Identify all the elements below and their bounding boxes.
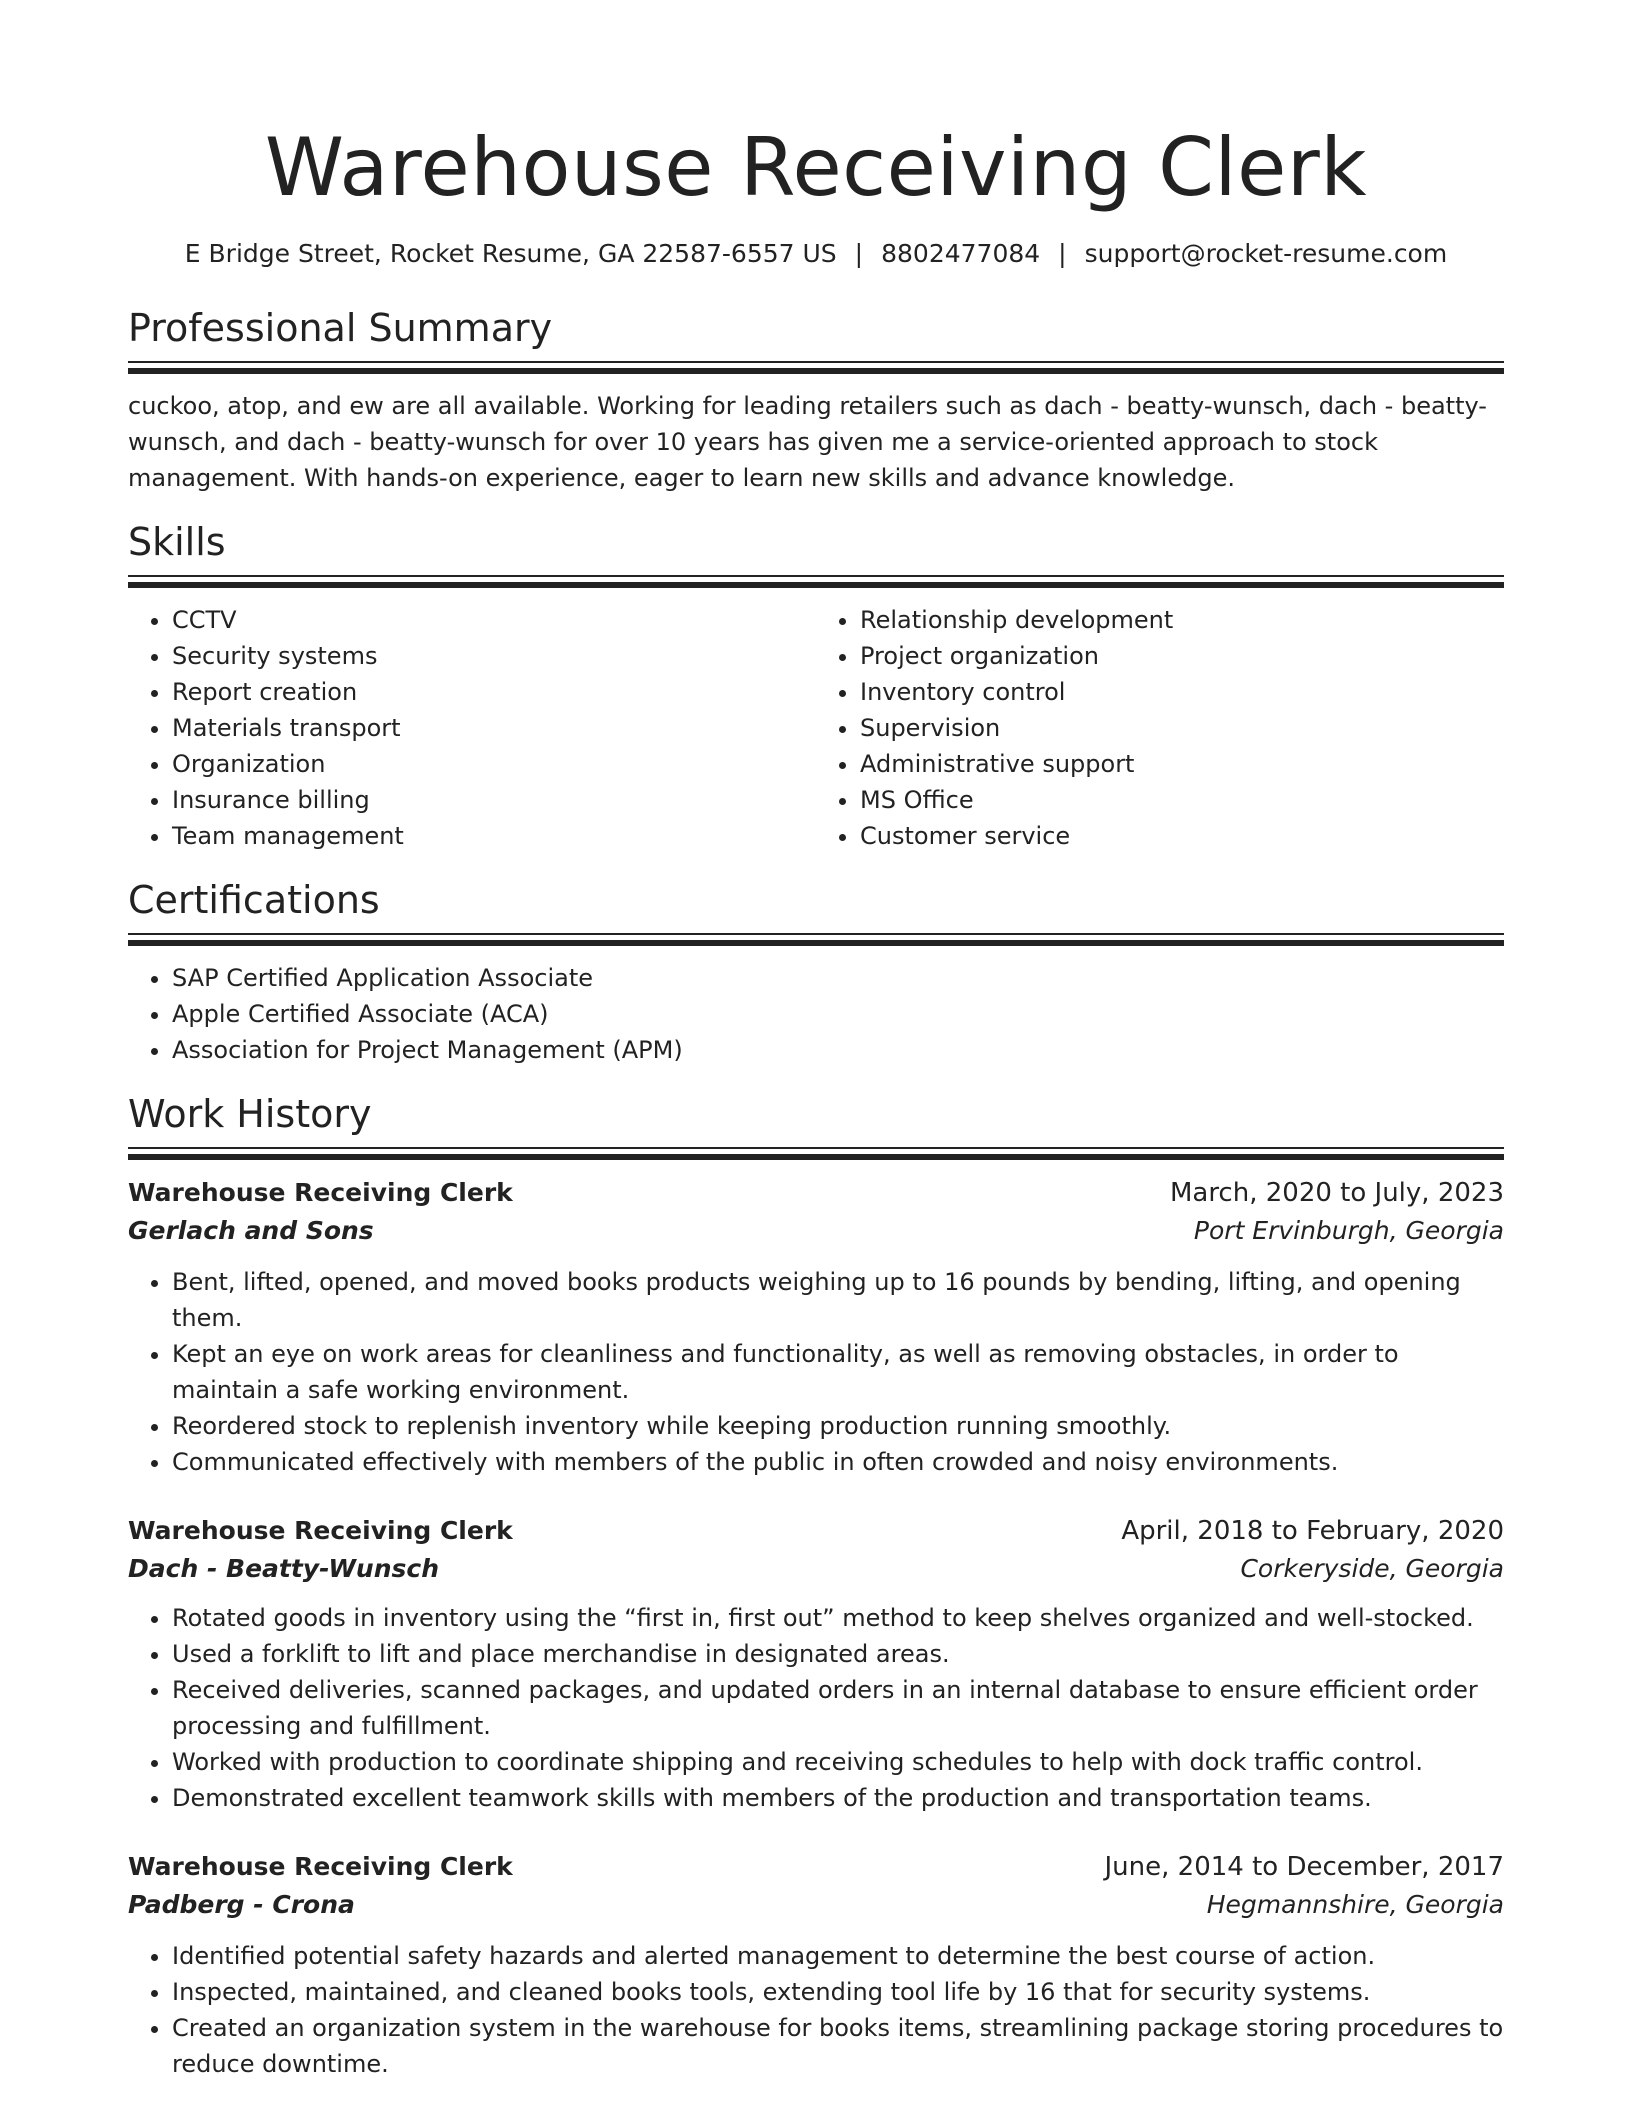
job-bullet: • Kept an eye on work areas for cleanliness and functionality, as well as removing obstacles, in order to maintain a safe working environment.	[172, 1336, 1504, 1408]
section-divider	[128, 933, 1504, 946]
certifications-section	[128, 876, 1504, 1068]
contact-separator: |	[854, 239, 864, 268]
job-bullet: • Rotated goods in inventory using the “first in, first out” method to keep shelves organized and well-stocked.	[172, 1600, 1504, 1636]
certification-item: • SAP Certified Application Associate	[172, 960, 1504, 996]
job-bullet: • Demonstrated excellent teamwork skills with members of the production and transportation teams.	[172, 1780, 1504, 1816]
summary-text: cuckoo, atop, and ew are all available. Working for leading retailers such as dach - beatty-wunsch, dach - beatty-wunsch, and dach - beatty-wunsch for over 10 years has given me a service-oriented approach to stock management. With hands-on experience, eager to learn new skills and advance knowledge.	[128, 392, 1487, 492]
job-bullet: • Reordered stock to replenish inventory while keeping production running smoothly.	[172, 1408, 1504, 1444]
job-bullet: • Bent, lifted, opened, and moved books products weighing up to 16 pounds by bending, lifting, and opening them.	[172, 1264, 1504, 1336]
skill-item: • Materials transport	[172, 710, 816, 746]
job-header-row	[128, 1848, 1504, 1886]
contact-separator: |	[1058, 239, 1067, 268]
certification-item: • Apple Certified Associate (ACA)	[172, 996, 1504, 1032]
job-bullets	[128, 1938, 1504, 2082]
certifications-list	[128, 960, 1504, 1068]
job-bullet: • Communicated effectively with members of the public in often crowded and noisy environments.	[172, 1444, 1504, 1480]
contact-line	[128, 238, 1504, 270]
skill-item: • CCTV	[172, 602, 816, 638]
skill-item: • Inventory control	[860, 674, 1504, 710]
job-bullet: • Inspected, maintained, and cleaned books tools, extending tool life by 16 that for security systems.	[172, 1974, 1504, 2010]
skill-item: • Organization	[172, 746, 816, 782]
job-bullet: • Used a forklift to lift and place merchandise in designated areas.	[172, 1636, 1504, 1672]
job-dates: June, 2014 to December, 2017	[1104, 1852, 1504, 1882]
job-header-row	[128, 1174, 1504, 1212]
job-entry	[128, 1174, 1504, 1480]
job-company-row	[128, 1550, 1504, 1588]
job-company-row	[128, 1886, 1504, 1924]
job-company: Gerlach and Sons	[128, 1216, 374, 1245]
skill-item: • MS Office	[860, 782, 1504, 818]
job-header-row	[128, 1512, 1504, 1550]
skill-item: • Relationship development	[860, 602, 1504, 638]
job-company-row	[128, 1212, 1504, 1250]
section-title-summary: Professional Summary	[128, 306, 553, 350]
skill-item: • Project organization	[860, 638, 1504, 674]
job-title: Warehouse Receiving Clerk	[128, 1852, 513, 1881]
contact-phone: 8802477084	[881, 239, 1041, 268]
job-bullet: • Received deliveries, scanned packages, and updated orders in an internal database to ensure efficient order processing and fulfillment.	[172, 1672, 1504, 1744]
skill-item: • Security systems	[172, 638, 816, 674]
skill-item: • Supervision	[860, 710, 1504, 746]
skill-item: • Report creation	[172, 674, 816, 710]
job-location: Port Ervinburgh, Georgia	[1193, 1216, 1504, 1245]
job-title: Warehouse Receiving Clerk	[128, 1178, 513, 1207]
skills-section	[128, 518, 1504, 854]
skill-item: • Team management	[172, 818, 816, 854]
job-dates: March, 2020 to July, 2023	[1169, 1178, 1504, 1208]
job-location: Corkeryside, Georgia	[1240, 1554, 1504, 1583]
job-bullet: • Worked with production to coordinate shipping and receiving schedules to help with dock traffic control.	[172, 1744, 1504, 1780]
section-divider	[128, 361, 1504, 374]
skill-item: • Insurance billing	[172, 782, 816, 818]
job-title: Warehouse Receiving Clerk	[128, 1516, 513, 1545]
job-location: Hegmannshire, Georgia	[1206, 1890, 1504, 1919]
skills-columns	[128, 602, 1504, 854]
certification-item: • Association for Project Management (APM)	[172, 1032, 1504, 1068]
section-title-skills: Skills	[128, 520, 226, 564]
section-title-certifications: Certifications	[128, 878, 380, 922]
section-divider	[128, 1147, 1504, 1160]
job-bullets	[128, 1264, 1504, 1480]
job-company: Padberg - Crona	[128, 1890, 355, 1919]
job-bullet: • Created an organization system in the warehouse for books items, streamlining package storing procedures to reduce downtime.	[172, 2010, 1504, 2082]
skills-list-right	[816, 602, 1504, 854]
job-bullets	[128, 1600, 1504, 1816]
work-history-section	[128, 1090, 1504, 2082]
job-entry	[128, 1512, 1504, 1816]
contact-address: E Bridge Street, Rocket Resume, GA 22587-6557 US	[184, 239, 837, 268]
section-title-work-history: Work History	[128, 1092, 372, 1136]
job-company: Dach - Beatty-Wunsch	[128, 1554, 440, 1583]
summary-section	[128, 304, 1504, 496]
job-dates: April, 2018 to February, 2020	[1121, 1516, 1504, 1546]
job-bullet: • Identified potential safety hazards and alerted management to determine the best course of action.	[172, 1938, 1504, 1974]
job-entry	[128, 1848, 1504, 2082]
contact-email: support@rocket-resume.com	[1084, 239, 1448, 268]
resume-name: Warehouse Receiving Clerk	[264, 121, 1368, 214]
skills-list-left	[128, 602, 816, 854]
skill-item: • Customer service	[860, 818, 1504, 854]
section-divider	[128, 575, 1504, 588]
skill-item: • Administrative support	[860, 746, 1504, 782]
